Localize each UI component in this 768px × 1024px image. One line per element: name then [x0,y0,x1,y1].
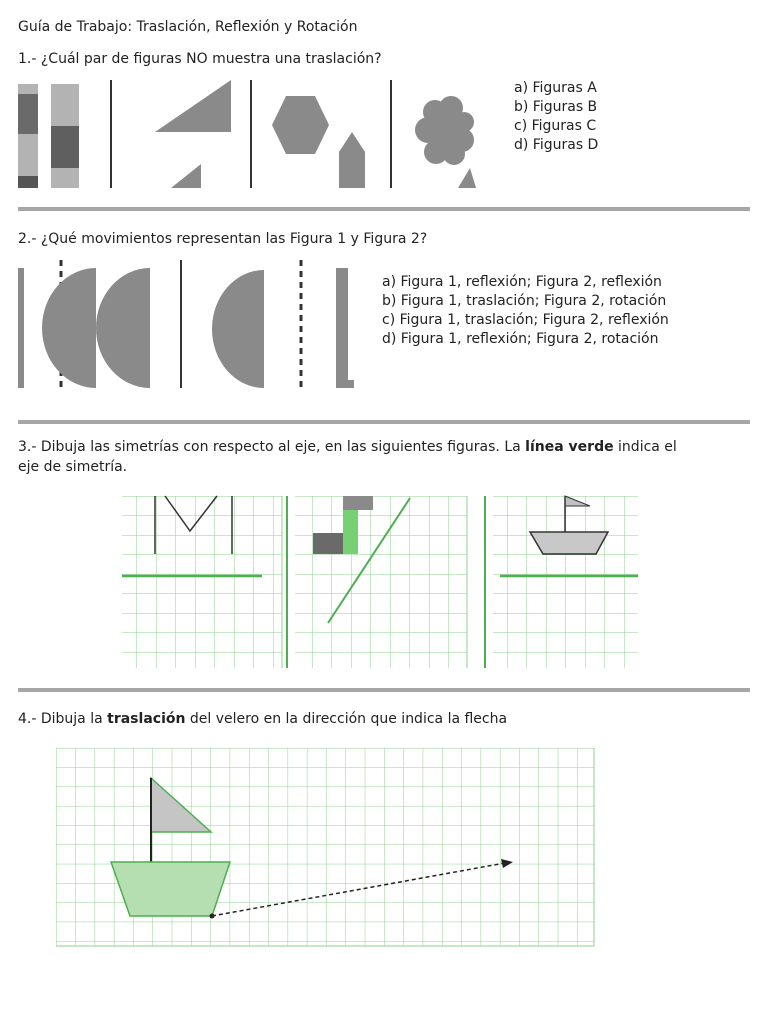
separator-1 [18,207,750,211]
q2-option-d[interactable]: d) Figura 1, reflexión; Figura 2, rotación [382,331,659,347]
q2-prompt: 2.- ¿Qué movimientos representan las Figura 1 y Figura 2? [18,231,428,247]
q2-option-a[interactable]: a) Figura 1, reflexión; Figura 2, reflexión [382,274,662,290]
q2-option-c[interactable]: c) Figura 1, traslación; Figura 2, reflexión [382,312,669,328]
q2-figures [18,258,358,390]
q1-figure-c [272,96,365,188]
q1-option-d[interactable]: d) Figuras D [514,137,599,153]
q3-prompt-bold: línea verde [525,439,614,455]
q1-option-a[interactable]: a) Figuras A [514,80,597,96]
q3-grid-3 [493,496,638,668]
q2-options [382,273,669,349]
q1-figure-a [18,84,79,188]
separator-2 [18,420,750,424]
q4-prompt-bold: traslación [107,711,186,727]
q1-option-b[interactable]: b) Figuras B [514,99,598,115]
q3-grids [0,496,768,668]
q1-figures [18,80,478,190]
q1-options [514,79,598,155]
q3-grid-2 [295,496,467,668]
page-title: Guía de Trabajo: Traslación, Reflexión y Rotación [18,19,358,35]
q4-prompt: 4.- Dibuja la traslación del velero en la dirección que indica la flecha [18,711,508,727]
q1-figure-d [415,96,476,188]
q2-option-b[interactable]: b) Figura 1, traslación; Figura 2, rotación [382,293,667,309]
separator-3 [18,688,750,692]
q1-prompt: 1.- ¿Cuál par de figuras NO muestra una traslación? [18,51,382,67]
q4-grid [0,740,768,950]
sailboat-hull [111,862,230,916]
q1-option-c[interactable]: c) Figuras C [514,118,597,134]
q1-figure-b [155,80,231,188]
q3-grid-1 [122,496,282,668]
q3-prompt: 3.- Dibuja las simetrías con respecto al eje, en las siguientes figuras. La línea verde indica el eje de simetría. [18,439,677,475]
